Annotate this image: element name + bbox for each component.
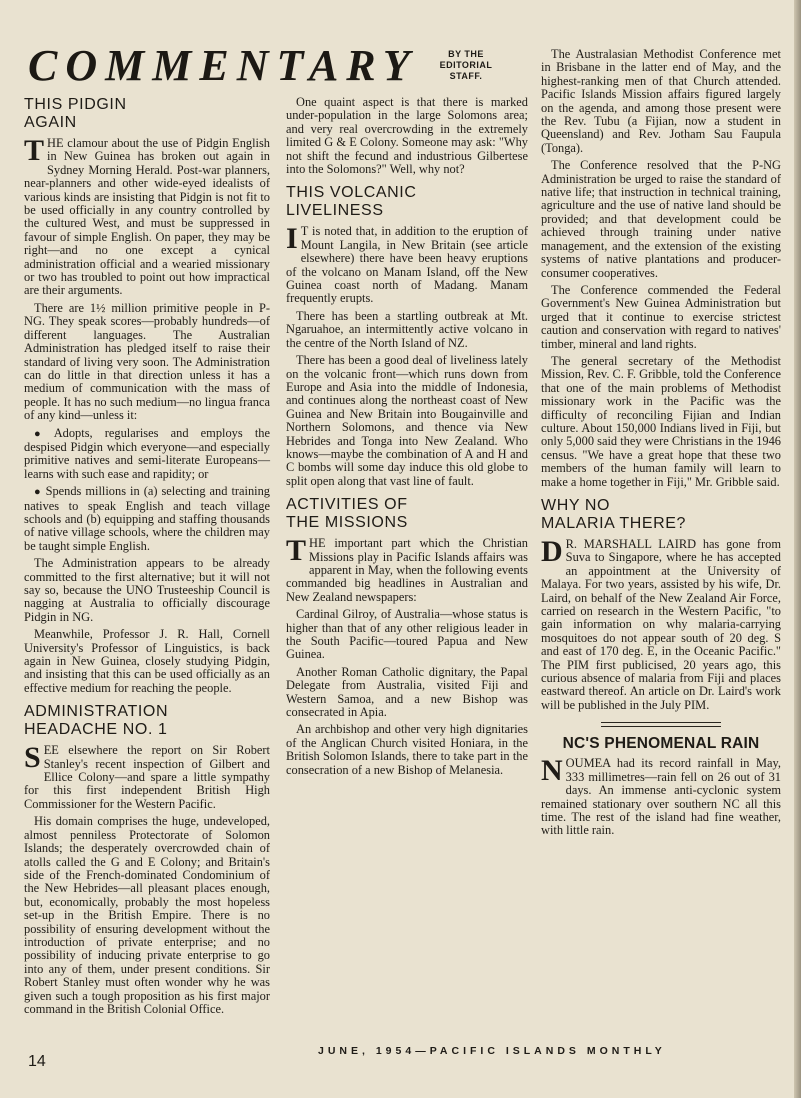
article-paragraph: I T is noted that, in addition to the eruption of Mount Langila, in New Britain (see article elsewhere) there have been heavy eruptions of the volcano on Manam Island, off the New Guinea coast north of Madang. Manam frequently erupts. bbox=[286, 222, 528, 306]
article-paragraph: The Conference commended the Federal Government's New Guinea Administration but urged that it continue to exercise strictest caution and conservation with regard to natives' timber, mineral and land rights. bbox=[541, 282, 781, 351]
byline-line: STAFF. bbox=[449, 71, 483, 81]
article-paragraph: NOUMEA had its record rainfall in May, 333 millimetres—rain fell on 26 out of 31 days. An immense anti-cyclonic system remained stationary over southern NC all this time. The rest of the island had fine weather, with little rain. bbox=[541, 754, 781, 838]
article-heading: NC'S PHENOMENAL RAIN bbox=[562, 735, 760, 753]
bullet-icon: ● bbox=[34, 486, 42, 499]
drop-cap: T bbox=[24, 134, 45, 167]
article-heading: THIS VOLCANIC LIVELINESS bbox=[286, 184, 417, 220]
article-paragraph: SEE elsewhere the report on Sir Robert Stanley's recent inspection of Gilbert and Ellice Colony—and spare a little sympathy for this first independent British High Commissioner for the Western Pacific. bbox=[24, 741, 270, 811]
article-administration bbox=[24, 703, 270, 1016]
article-paragraph: The Australasian Methodist Conference met in Brisbane in the latter end of May, and the highest-ranking men of that Church attended. Pacific Islands Mission affairs figured largely on the agenda, and among those present were the Rev. Tubu (a Fijian, now a student in Queensland) and Rev. Jotham Sau Faupula (Tonga). bbox=[541, 47, 781, 155]
article-heading: THIS PIDGIN AGAIN bbox=[24, 96, 127, 131]
page-number: 14 bbox=[28, 1053, 46, 1070]
footer-issue-line: JUNE, 1954—PACIFIC ISLANDS MONTHLY bbox=[318, 1045, 666, 1057]
article-malaria bbox=[541, 497, 781, 712]
drop-cap: I bbox=[286, 222, 298, 256]
article-volcanic bbox=[286, 184, 528, 488]
bullet-icon: ● bbox=[34, 427, 50, 440]
column-right bbox=[541, 48, 781, 842]
article-paragraph: Meanwhile, Professor J. R. Hall, Cornell University's Professor of Linguistics, is back again in New Guinea, closely studying Pidgin, and insisting that this can be used officially as an effective medium for reaching the people. bbox=[24, 627, 270, 695]
article-heading: ADMINISTRATION HEADACHE NO. 1 bbox=[24, 703, 169, 739]
article-paragraph: The general secretary of the Methodist Mission, Rev. C. F. Gribble, told the Conference that one of the main problems of Methodist missionary work in the Pacific was the difficulty of reconciling Fijian and Indian culture. About 150,000 Indians lived in Fiji, but only 5,000 said they were Christians in the 1946 census. "We have a great hope that these two members of the human family will learn to make a home together in Fiji," Mr. Gribble said. bbox=[541, 353, 781, 489]
article-paragraph: His domain comprises the huge, undeveloped, almost penniless Protectorate of Solomon Islands; the desperately overcrowded chain of atolls called the G and E Colony; and Britain's side of the French-dominated Condominium of the New Hebrides—all pleasant places enough, but, economically, probably the most hopeless set-up in the British Empire. There is no possibility of ensuring development without the introduction of private enterprise; and no possibility of inducing private enterprise to go into any of them, under present conditions. Sir Robert Stanley must often wonder why he was given such a tough proposition as his first major command in the British Colonial Office. bbox=[24, 814, 270, 1016]
drop-cap: D bbox=[541, 535, 563, 568]
article-paragraph: The Conference resolved that the P-NG Administration be urged to raise the standard of native life; that instruction in technical training, agriculture and the use of native land should be provided; and that development could be achieved through training under native management, and the extension of the existing systems of native plantations and producer-consumer cooperatives. bbox=[541, 158, 781, 280]
drop-cap: N bbox=[541, 754, 563, 788]
article-paragraph: There has been a startling outbreak at Mt. Ngaruahoe, an intermittently active volcano in the centre of the North Island of NZ. bbox=[286, 308, 528, 350]
drop-cap: T bbox=[286, 534, 307, 568]
bullet-paragraph: ● Adopts, regularises and employs the despised Pidgin which everyone—and especially primitive natives and semi-literate Europeans—learns with such ease and rapidity; or bbox=[24, 425, 270, 481]
byline-line: EDITORIAL bbox=[439, 60, 493, 70]
article-paragraph: The Administration appears to be already committed to the first alternative; but it will not say so, because the UNO Trusteeship Council is nagging at Australia to officially discourage Pidgin in NG. bbox=[24, 556, 270, 624]
article-paragraph: There are 1½ million primitive people in P-NG. They speak scores—probably hundreds—of different languages. The Australian Administration has pledged itself to raise their standard of living very soon. The Administration can do little in that direction unless it has a medium of communication with the mass of people. It has no such medium—no lingua franca of any kind—unless it: bbox=[24, 300, 270, 423]
bullet-paragraph: ● Spends millions in (a) selecting and training natives to speak English and teach village schools and (b) equipping and staffing thousands of native village schools, where the children may be taught simple English. bbox=[24, 484, 270, 553]
article-paragraph: D R. MARSHALL LAIRD has gone from Suva to Singapore, where he has accepted an appointment at the University of Malaya. For two years, assisted by his wife, Dr. Laird, on behalf of the New Zealand Air Force, carried on research in the Western Pacific, "to gain information on why malaria-carrying mosquitoes do not appear south of 20 deg. S and east of 170 deg. E, in the Oceanic Pacific." The PIM first publicised, 20 years ago, this curious absence of malaria from Fiji and places eastward thereof. An article on Dr. Laird's work will be published in the July PIM. bbox=[541, 535, 781, 712]
article-paragraph: Cardinal Gilroy, of Australia—whose status is higher than that of any other religious leader in the South Pacific—toured Papua and New Guinea. bbox=[286, 607, 528, 662]
article-missions bbox=[286, 496, 528, 777]
section-divider bbox=[601, 722, 721, 727]
editorial-byline bbox=[432, 49, 500, 82]
article-heading: ACTIVITIES OF THE MISSIONS bbox=[286, 496, 408, 532]
article-pidgin bbox=[24, 96, 270, 695]
article-paragraph: There has been a good deal of liveliness lately on the volcanic front—which runs down from Europe and Asia into the middle of Indonesia, and continues along the northeast coast of New Guinea and New Britain into Bougainville and Northern Solomons, and thence via New Hebrides and Tonga into New Zealand. Who knows—maybe the combination of A and H and C bombs will some day induce this old globe to split open along that vast line of fault. bbox=[286, 353, 528, 488]
drop-cap: S bbox=[24, 741, 41, 775]
column-middle bbox=[286, 96, 528, 781]
article-heading: WHY NO MALARIA THERE? bbox=[541, 497, 687, 532]
masthead-title: COMMENTARY bbox=[28, 41, 418, 90]
article-paragraph: An archbishop and other very high dignitaries of the Anglican Church visited Honiara, in the British Solomon Islands, there to take part in the consecration of a new Bishop of Melanesia. bbox=[286, 722, 528, 777]
article-paragraph: Another Roman Catholic dignitary, the Papal Delegate from Australia, visited Fiji and Western Samoa, and a new Bishop was consecrated in Apia. bbox=[286, 664, 528, 720]
article-paragraph: One quaint aspect is that there is marked under-population in the large Solomons area; and very real overcrowding in the extremely limited G & E Colony. Someone may ask: "Why not shift the fecund and industrious Gilbertese into the Solomons?" Well, why not? bbox=[286, 95, 528, 177]
article-rain bbox=[541, 735, 781, 837]
article-paragraph: THE clamour about the use of Pidgin English in New Guinea has broken out again in Sydney Morning Herald. Post-war planners, near-planners and other wide-eyed idealists of various kinds are insisting that Pidgin is not fit to be used officially in any country controlled by the cultured West, and must be suppressed in favour of simple English. On paper, they may be right—and no one except a cynical administration official and a wearied missionary or two has troubled to point out how impractical are their arguments. bbox=[24, 134, 270, 298]
column-left bbox=[24, 96, 270, 1020]
page-edge bbox=[794, 0, 801, 1098]
article-paragraph: THE important part which the Christian Missions play in Pacific Islands affairs was apparent in May, when the following events commanded big headlines in Australian and New Zealand newspapers: bbox=[286, 534, 528, 604]
byline-line: BY THE bbox=[448, 49, 484, 59]
